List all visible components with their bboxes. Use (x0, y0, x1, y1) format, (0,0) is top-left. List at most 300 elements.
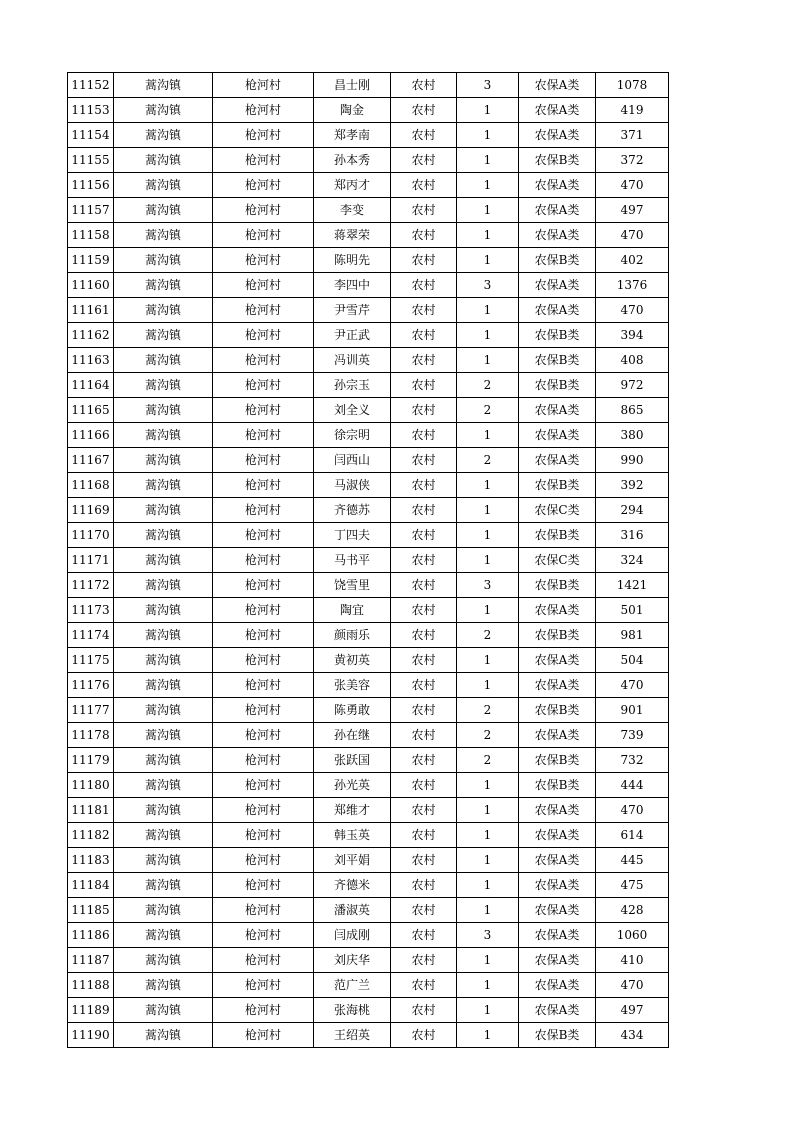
town-cell: 蒿沟镇 (114, 898, 213, 923)
town-cell: 蒿沟镇 (114, 648, 213, 673)
member-count-cell: 2 (457, 723, 519, 748)
village-cell: 枪河村 (213, 123, 314, 148)
amount-cell: 972 (596, 373, 669, 398)
household-type-cell: 农村 (391, 323, 457, 348)
town-cell: 蒿沟镇 (114, 248, 213, 273)
village-cell: 枪河村 (213, 373, 314, 398)
table-row (68, 923, 669, 948)
village-cell: 枪河村 (213, 523, 314, 548)
amount-cell: 497 (596, 998, 669, 1023)
name-cell: 李四中 (314, 273, 391, 298)
town-cell: 蒿沟镇 (114, 173, 213, 198)
insurance-category-cell: 农保B类 (519, 148, 596, 173)
town-cell: 蒿沟镇 (114, 148, 213, 173)
village-cell: 枪河村 (213, 448, 314, 473)
village-cell: 枪河村 (213, 898, 314, 923)
household-type-cell: 农村 (391, 648, 457, 673)
village-cell: 枪河村 (213, 398, 314, 423)
member-count-cell: 1 (457, 998, 519, 1023)
name-cell: 尹雪芹 (314, 298, 391, 323)
insurance-category-cell: 农保B类 (519, 373, 596, 398)
serial-number-cell: 11155 (68, 148, 114, 173)
member-count-cell: 3 (457, 273, 519, 298)
table-row (68, 948, 669, 973)
insurance-category-cell: 农保A类 (519, 898, 596, 923)
household-type-cell: 农村 (391, 123, 457, 148)
insurance-category-cell: 农保A类 (519, 173, 596, 198)
name-cell: 齐德米 (314, 873, 391, 898)
household-type-cell: 农村 (391, 748, 457, 773)
village-cell: 枪河村 (213, 873, 314, 898)
household-type-cell: 农村 (391, 473, 457, 498)
serial-number-cell: 11152 (68, 73, 114, 98)
member-count-cell: 2 (457, 623, 519, 648)
insurance-category-cell: 农保B类 (519, 248, 596, 273)
table-row (68, 873, 669, 898)
town-cell: 蒿沟镇 (114, 298, 213, 323)
household-type-cell: 农村 (391, 873, 457, 898)
member-count-cell: 1 (457, 173, 519, 198)
village-cell: 枪河村 (213, 1023, 314, 1048)
insurance-category-cell: 农保B类 (519, 623, 596, 648)
serial-number-cell: 11164 (68, 373, 114, 398)
village-cell: 枪河村 (213, 348, 314, 373)
table-row (68, 898, 669, 923)
member-count-cell: 1 (457, 948, 519, 973)
serial-number-cell: 11165 (68, 398, 114, 423)
household-type-cell: 农村 (391, 998, 457, 1023)
table-row (68, 448, 669, 473)
village-cell: 枪河村 (213, 573, 314, 598)
member-count-cell: 3 (457, 573, 519, 598)
member-count-cell: 3 (457, 923, 519, 948)
member-count-cell: 1 (457, 873, 519, 898)
name-cell: 刘平娟 (314, 848, 391, 873)
village-cell: 枪河村 (213, 648, 314, 673)
village-cell: 枪河村 (213, 948, 314, 973)
table-row (68, 673, 669, 698)
household-type-cell: 农村 (391, 773, 457, 798)
table-row (68, 748, 669, 773)
serial-number-cell: 11163 (68, 348, 114, 373)
amount-cell: 732 (596, 748, 669, 773)
name-cell: 潘淑英 (314, 898, 391, 923)
name-cell: 陈明先 (314, 248, 391, 273)
insurance-category-cell: 农保A类 (519, 823, 596, 848)
household-type-cell: 农村 (391, 148, 457, 173)
insurance-category-cell: 农保B类 (519, 523, 596, 548)
serial-number-cell: 11167 (68, 448, 114, 473)
member-count-cell: 1 (457, 1023, 519, 1048)
amount-cell: 901 (596, 698, 669, 723)
village-cell: 枪河村 (213, 998, 314, 1023)
serial-number-cell: 11176 (68, 673, 114, 698)
village-cell: 枪河村 (213, 748, 314, 773)
town-cell: 蒿沟镇 (114, 523, 213, 548)
household-type-cell: 农村 (391, 848, 457, 873)
name-cell: 孙本秀 (314, 148, 391, 173)
name-cell: 徐宗明 (314, 423, 391, 448)
member-count-cell: 1 (457, 848, 519, 873)
name-cell: 尹正武 (314, 323, 391, 348)
town-cell: 蒿沟镇 (114, 198, 213, 223)
insurance-category-cell: 农保A类 (519, 973, 596, 998)
amount-cell: 470 (596, 223, 669, 248)
village-cell: 枪河村 (213, 848, 314, 873)
serial-number-cell: 11179 (68, 748, 114, 773)
serial-number-cell: 11174 (68, 623, 114, 648)
insurance-category-cell: 农保B类 (519, 573, 596, 598)
household-type-cell: 农村 (391, 623, 457, 648)
serial-number-cell: 11183 (68, 848, 114, 873)
household-type-cell: 农村 (391, 923, 457, 948)
serial-number-cell: 11172 (68, 573, 114, 598)
insurance-category-cell: 农保A类 (519, 398, 596, 423)
name-cell: 闫成刚 (314, 923, 391, 948)
household-type-cell: 农村 (391, 573, 457, 598)
member-count-cell: 3 (457, 73, 519, 98)
town-cell: 蒿沟镇 (114, 498, 213, 523)
name-cell: 黄初英 (314, 648, 391, 673)
amount-cell: 1421 (596, 573, 669, 598)
table-row (68, 973, 669, 998)
serial-number-cell: 11190 (68, 1023, 114, 1048)
name-cell: 王绍英 (314, 1023, 391, 1048)
insurance-category-cell: 农保A类 (519, 923, 596, 948)
table-row (68, 623, 669, 648)
village-cell: 枪河村 (213, 298, 314, 323)
name-cell: 范广兰 (314, 973, 391, 998)
household-type-cell: 农村 (391, 498, 457, 523)
village-cell: 枪河村 (213, 798, 314, 823)
town-cell: 蒿沟镇 (114, 448, 213, 473)
table-row (68, 148, 669, 173)
table-row (68, 398, 669, 423)
household-type-cell: 农村 (391, 423, 457, 448)
town-cell: 蒿沟镇 (114, 673, 213, 698)
name-cell: 韩玉英 (314, 823, 391, 848)
name-cell: 张海桃 (314, 998, 391, 1023)
town-cell: 蒿沟镇 (114, 473, 213, 498)
name-cell: 丁四夫 (314, 523, 391, 548)
household-type-cell: 农村 (391, 398, 457, 423)
table-row (68, 373, 669, 398)
town-cell: 蒿沟镇 (114, 273, 213, 298)
household-type-cell: 农村 (391, 698, 457, 723)
amount-cell: 1376 (596, 273, 669, 298)
village-cell: 枪河村 (213, 698, 314, 723)
name-cell: 齐德苏 (314, 498, 391, 523)
town-cell: 蒿沟镇 (114, 123, 213, 148)
table-row (68, 198, 669, 223)
table-row (68, 498, 669, 523)
town-cell: 蒿沟镇 (114, 373, 213, 398)
table-row (68, 1023, 669, 1048)
amount-cell: 470 (596, 798, 669, 823)
name-cell: 孙在继 (314, 723, 391, 748)
insurance-category-cell: 农保A类 (519, 848, 596, 873)
insurance-category-cell: 农保C类 (519, 548, 596, 573)
household-type-cell: 农村 (391, 348, 457, 373)
serial-number-cell: 11186 (68, 923, 114, 948)
amount-cell: 324 (596, 548, 669, 573)
household-type-cell: 农村 (391, 173, 457, 198)
name-cell: 冯训英 (314, 348, 391, 373)
roster-table-body (68, 73, 669, 1048)
town-cell: 蒿沟镇 (114, 998, 213, 1023)
name-cell: 陶宜 (314, 598, 391, 623)
serial-number-cell: 11170 (68, 523, 114, 548)
member-count-cell: 2 (457, 373, 519, 398)
household-type-cell: 农村 (391, 723, 457, 748)
amount-cell: 392 (596, 473, 669, 498)
insurance-category-cell: 农保A类 (519, 98, 596, 123)
serial-number-cell: 11158 (68, 223, 114, 248)
town-cell: 蒿沟镇 (114, 598, 213, 623)
table-row (68, 648, 669, 673)
village-cell: 枪河村 (213, 323, 314, 348)
member-count-cell: 1 (457, 223, 519, 248)
member-count-cell: 1 (457, 823, 519, 848)
insurance-category-cell: 农保C类 (519, 498, 596, 523)
village-cell: 枪河村 (213, 223, 314, 248)
village-cell: 枪河村 (213, 973, 314, 998)
household-type-cell: 农村 (391, 948, 457, 973)
member-count-cell: 1 (457, 648, 519, 673)
insurance-category-cell: 农保B类 (519, 348, 596, 373)
member-count-cell: 1 (457, 98, 519, 123)
household-type-cell: 农村 (391, 898, 457, 923)
table-row (68, 848, 669, 873)
table-row (68, 223, 669, 248)
amount-cell: 444 (596, 773, 669, 798)
roster-table (67, 72, 669, 1048)
household-type-cell: 农村 (391, 598, 457, 623)
member-count-cell: 2 (457, 698, 519, 723)
name-cell: 刘全义 (314, 398, 391, 423)
town-cell: 蒿沟镇 (114, 98, 213, 123)
member-count-cell: 2 (457, 398, 519, 423)
town-cell: 蒿沟镇 (114, 973, 213, 998)
name-cell: 颜雨乐 (314, 623, 391, 648)
member-count-cell: 1 (457, 898, 519, 923)
table-row (68, 823, 669, 848)
amount-cell: 434 (596, 1023, 669, 1048)
insurance-category-cell: 农保B类 (519, 748, 596, 773)
member-count-cell: 1 (457, 248, 519, 273)
member-count-cell: 1 (457, 523, 519, 548)
insurance-category-cell: 农保A类 (519, 298, 596, 323)
serial-number-cell: 11169 (68, 498, 114, 523)
insurance-category-cell: 农保B类 (519, 698, 596, 723)
amount-cell: 470 (596, 673, 669, 698)
name-cell: 孙宗玉 (314, 373, 391, 398)
name-cell: 马淑侠 (314, 473, 391, 498)
table-row (68, 798, 669, 823)
village-cell: 枪河村 (213, 148, 314, 173)
town-cell: 蒿沟镇 (114, 348, 213, 373)
table-row (68, 123, 669, 148)
amount-cell: 497 (596, 198, 669, 223)
name-cell: 孙光英 (314, 773, 391, 798)
household-type-cell: 农村 (391, 198, 457, 223)
town-cell: 蒿沟镇 (114, 423, 213, 448)
town-cell: 蒿沟镇 (114, 948, 213, 973)
serial-number-cell: 11168 (68, 473, 114, 498)
insurance-category-cell: 农保A类 (519, 998, 596, 1023)
household-type-cell: 农村 (391, 548, 457, 573)
name-cell: 张美容 (314, 673, 391, 698)
household-type-cell: 农村 (391, 448, 457, 473)
table-row (68, 573, 669, 598)
town-cell: 蒿沟镇 (114, 398, 213, 423)
town-cell: 蒿沟镇 (114, 73, 213, 98)
town-cell: 蒿沟镇 (114, 573, 213, 598)
member-count-cell: 1 (457, 473, 519, 498)
insurance-category-cell: 农保A类 (519, 198, 596, 223)
member-count-cell: 1 (457, 423, 519, 448)
table-row (68, 723, 669, 748)
amount-cell: 470 (596, 298, 669, 323)
town-cell: 蒿沟镇 (114, 623, 213, 648)
amount-cell: 990 (596, 448, 669, 473)
member-count-cell: 2 (457, 748, 519, 773)
member-count-cell: 1 (457, 673, 519, 698)
serial-number-cell: 11189 (68, 998, 114, 1023)
insurance-category-cell: 农保B类 (519, 323, 596, 348)
amount-cell: 1078 (596, 73, 669, 98)
village-cell: 枪河村 (213, 473, 314, 498)
village-cell: 枪河村 (213, 498, 314, 523)
amount-cell: 614 (596, 823, 669, 848)
amount-cell: 294 (596, 498, 669, 523)
amount-cell: 316 (596, 523, 669, 548)
village-cell: 枪河村 (213, 673, 314, 698)
name-cell: 蒋翠荣 (314, 223, 391, 248)
household-type-cell: 农村 (391, 823, 457, 848)
insurance-category-cell: 农保B类 (519, 473, 596, 498)
name-cell: 马书平 (314, 548, 391, 573)
amount-cell: 865 (596, 398, 669, 423)
table-row (68, 423, 669, 448)
table-row (68, 548, 669, 573)
member-count-cell: 1 (457, 498, 519, 523)
village-cell: 枪河村 (213, 73, 314, 98)
serial-number-cell: 11171 (68, 548, 114, 573)
name-cell: 张跃国 (314, 748, 391, 773)
member-count-cell: 1 (457, 773, 519, 798)
amount-cell: 394 (596, 323, 669, 348)
household-type-cell: 农村 (391, 973, 457, 998)
serial-number-cell: 11162 (68, 323, 114, 348)
amount-cell: 475 (596, 873, 669, 898)
household-type-cell: 农村 (391, 798, 457, 823)
town-cell: 蒿沟镇 (114, 1023, 213, 1048)
member-count-cell: 2 (457, 448, 519, 473)
village-cell: 枪河村 (213, 598, 314, 623)
table-row (68, 473, 669, 498)
insurance-category-cell: 农保A类 (519, 873, 596, 898)
name-cell: 陈勇敢 (314, 698, 391, 723)
insurance-category-cell: 农保A类 (519, 448, 596, 473)
village-cell: 枪河村 (213, 423, 314, 448)
village-cell: 枪河村 (213, 623, 314, 648)
member-count-cell: 1 (457, 348, 519, 373)
amount-cell: 380 (596, 423, 669, 448)
insurance-category-cell: 农保A类 (519, 598, 596, 623)
insurance-category-cell: 农保A类 (519, 273, 596, 298)
table-row (68, 998, 669, 1023)
amount-cell: 1060 (596, 923, 669, 948)
serial-number-cell: 11178 (68, 723, 114, 748)
serial-number-cell: 11153 (68, 98, 114, 123)
amount-cell: 501 (596, 598, 669, 623)
name-cell: 昌士刚 (314, 73, 391, 98)
member-count-cell: 1 (457, 123, 519, 148)
name-cell: 郑丙才 (314, 173, 391, 198)
serial-number-cell: 11175 (68, 648, 114, 673)
member-count-cell: 1 (457, 598, 519, 623)
name-cell: 李变 (314, 198, 391, 223)
member-count-cell: 1 (457, 298, 519, 323)
town-cell: 蒿沟镇 (114, 798, 213, 823)
amount-cell: 428 (596, 898, 669, 923)
amount-cell: 504 (596, 648, 669, 673)
household-type-cell: 农村 (391, 298, 457, 323)
village-cell: 枪河村 (213, 723, 314, 748)
table-row (68, 98, 669, 123)
table-row (68, 173, 669, 198)
table-row (68, 298, 669, 323)
table-row (68, 698, 669, 723)
amount-cell: 739 (596, 723, 669, 748)
town-cell: 蒿沟镇 (114, 873, 213, 898)
insurance-category-cell: 农保B类 (519, 1023, 596, 1048)
serial-number-cell: 11180 (68, 773, 114, 798)
amount-cell: 408 (596, 348, 669, 373)
town-cell: 蒿沟镇 (114, 323, 213, 348)
serial-number-cell: 11157 (68, 198, 114, 223)
serial-number-cell: 11181 (68, 798, 114, 823)
serial-number-cell: 11177 (68, 698, 114, 723)
village-cell: 枪河村 (213, 273, 314, 298)
name-cell: 郑维才 (314, 798, 391, 823)
table-row (68, 598, 669, 623)
serial-number-cell: 11156 (68, 173, 114, 198)
amount-cell: 372 (596, 148, 669, 173)
town-cell: 蒿沟镇 (114, 223, 213, 248)
amount-cell: 402 (596, 248, 669, 273)
amount-cell: 419 (596, 98, 669, 123)
village-cell: 枪河村 (213, 548, 314, 573)
town-cell: 蒿沟镇 (114, 748, 213, 773)
village-cell: 枪河村 (213, 248, 314, 273)
village-cell: 枪河村 (213, 923, 314, 948)
member-count-cell: 1 (457, 798, 519, 823)
table-row (68, 273, 669, 298)
village-cell: 枪河村 (213, 198, 314, 223)
amount-cell: 470 (596, 973, 669, 998)
member-count-cell: 1 (457, 323, 519, 348)
village-cell: 枪河村 (213, 823, 314, 848)
amount-cell: 410 (596, 948, 669, 973)
household-type-cell: 农村 (391, 673, 457, 698)
town-cell: 蒿沟镇 (114, 698, 213, 723)
town-cell: 蒿沟镇 (114, 548, 213, 573)
serial-number-cell: 11161 (68, 298, 114, 323)
serial-number-cell: 11166 (68, 423, 114, 448)
member-count-cell: 1 (457, 548, 519, 573)
